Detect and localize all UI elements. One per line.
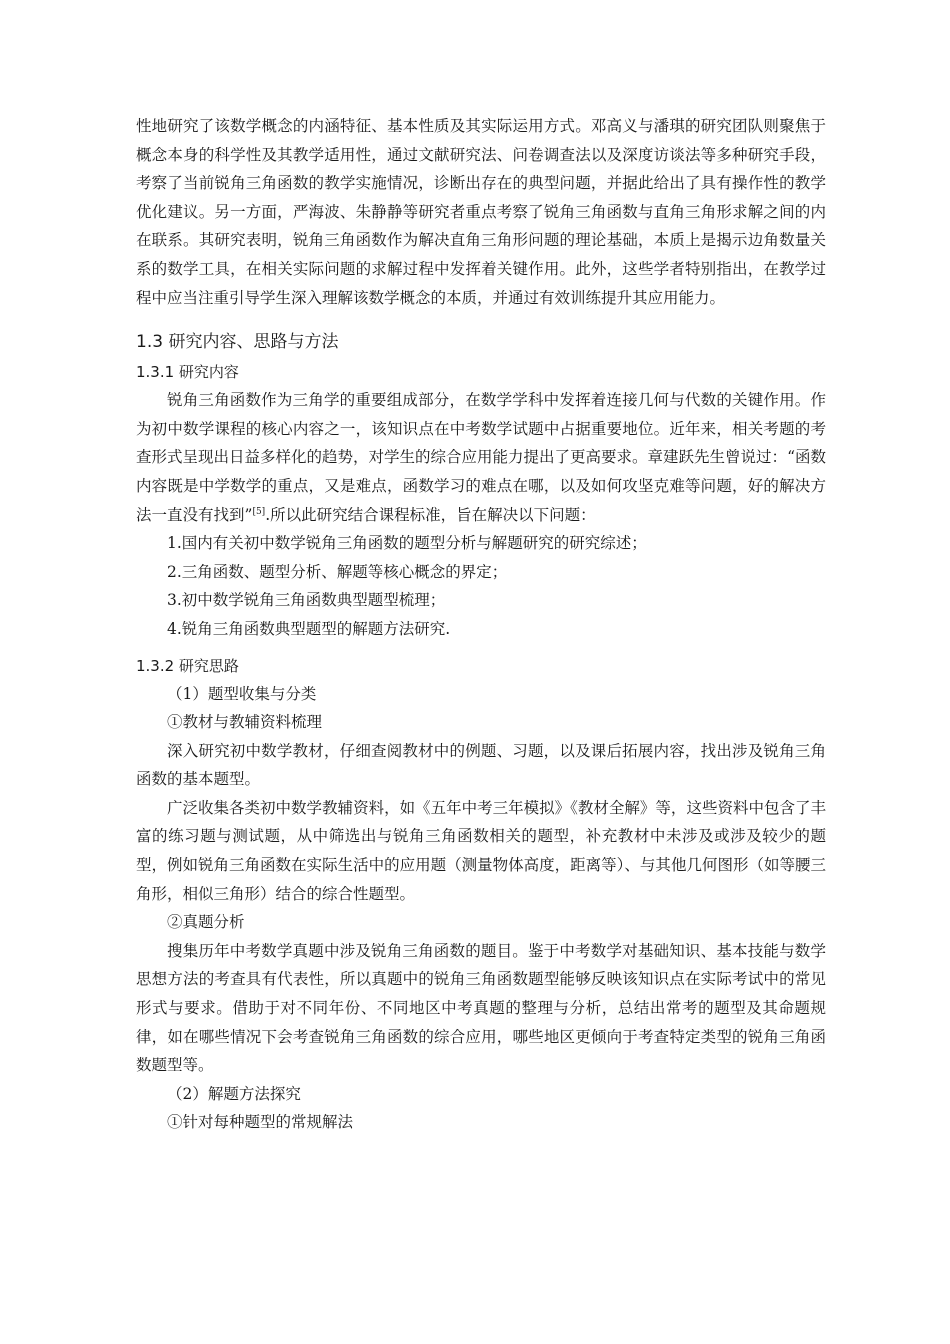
step-1a-title: ①教材与教辅资料梳理 — [167, 713, 323, 732]
step-1a-paragraph-2: 广泛收集各类初中数学教辅资料，如《五年中考三年模拟》《教材全解》等，这些资料中包含了丰富的练习题与测试题，从中筛选出与锐角三角函数相关的题型，补充教材中未涉及或涉及较少的题型，例如锐角三角函数在实际生活中的应用题（测量物体高度，距离等）、与其他几何图形（如等腰三角形，相似三角形）结合的综合性题型。 — [136, 798, 826, 903]
step-1b-paragraph-1: 搜集历年中考数学真题中涉及锐角三角函数的题目。鉴于中考数学对基础知识、基本技能与数学思想方法的考查具有代表性，所以真题中的锐角三角函数题型能够反映该知识点在实际考试中的常见形式与要求。借助于对不同年份、不同地区中考真题的整理与分析，总结出常考的题型及其命题规律，如在哪些情况下会考查锐角三角函数的综合应用，哪些地区更倾向于考查特定类型的锐角三角函数题型等。 — [136, 941, 826, 1075]
subsection-heading-1-3-1: 1.3.1 研究内容 — [136, 363, 239, 382]
document-page — [136, 112, 826, 1137]
list-item: 2.三角函数、题型分析、解题等核心概念的界定； — [167, 562, 508, 581]
intro-paragraph: 性地研究了该数学概念的内涵特征、基本性质及其实际运用方式。邓高义与潘琪的研究团队则聚焦于概念本身的科学性及其教学适用性，通过文献研究法、问卷调查法以及深度访谈法等多种研究手段，考察了当前锐角三角函数的教学实施情况，诊断出存在的典型问题，并据此给出了具有操作性的教学优化建议。另一方面，严海波、朱静静等研究者重点考察了锐角三角函数与直角三角形求解之间的内在联系。其研究表明，锐角三角函数作为解决直角三角形问题的理论基础，本质上是揭示边角数量关系的数学工具，在相关实际问题的求解过程中发挥着关键作用。此外，这些学者特别指出，在教学过程中应当注重引导学生深入理解该数学概念的本质，并通过有效训练提升其应用能力。 — [136, 117, 826, 307]
step-1a-paragraph-1: 深入研究初中数学教材，仔细查阅教材中的例题、习题，以及课后拓展内容，找出涉及锐角三角函数的基本题型。 — [136, 741, 826, 789]
step-1-title: （1）题型收集与分类 — [167, 684, 317, 703]
subsection-heading-1-3-2: 1.3.2 研究思路 — [136, 656, 239, 675]
research-content-text: 锐角三角函数作为三角学的重要组成部分，在数学学科中发挥着连接几何与代数的关键作用。作为初中数学课程的核心内容之一，该知识点在中考数学试题中占据重要地位。近年来，相关考题的考查形式呈现出日益多样化的趋势，对学生的综合应用能力提出了更高要求。章建跃先生曾说过：“函数内容既是中学数学的重点，又是难点，函数学习的难点在哪，以及如何攻坚克难等问题，好的解决方法一直没有找到” — [136, 391, 826, 524]
list-item: 4.锐角三角函数典型题型的解题方法研究. — [167, 619, 451, 638]
list-item: 3.初中数学锐角三角函数典型题型梳理； — [167, 591, 446, 610]
list-item: 1.国内有关初中数学锐角三角函数的题型分析与解题研究的研究综述； — [167, 534, 647, 553]
research-content-tail: .所以此研究结合课程标准，旨在解决以下问题： — [265, 505, 596, 524]
citation-reference: [5] — [252, 506, 266, 517]
step-2a-title: ①针对每种题型的常规解法 — [167, 1113, 354, 1132]
step-1b-title: ②真题分析 — [167, 913, 245, 932]
step-2-title: （2）解题方法探究 — [167, 1084, 301, 1103]
research-content-paragraph — [136, 386, 826, 529]
section-heading-1-3: 1.3 研究内容、思路与方法 — [136, 332, 339, 353]
research-questions-list — [136, 529, 826, 643]
